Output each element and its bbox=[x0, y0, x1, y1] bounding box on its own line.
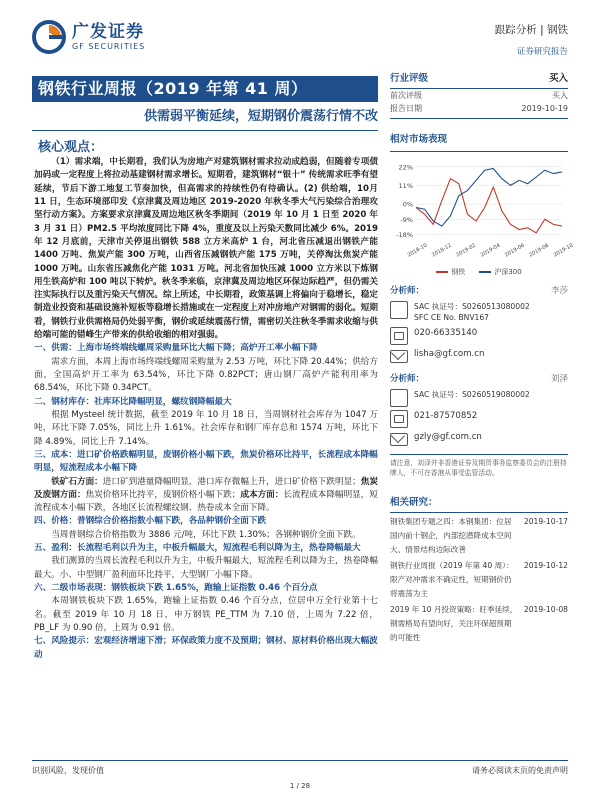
section-cost-text bbox=[34, 476, 378, 516]
analyst-2-name: 刘泽 bbox=[550, 373, 568, 384]
logo-text-en: GF SECURITIES bbox=[72, 41, 146, 51]
x-tick-label: 2018-10 bbox=[406, 242, 429, 259]
mail-icon bbox=[390, 433, 408, 446]
phone-icon bbox=[390, 410, 408, 428]
y-tick-label: -18% bbox=[396, 230, 413, 239]
legend-swatch-hs300 bbox=[479, 271, 491, 273]
section-market-text: 本周钢铁板块下跌 1.65%，跑输上证指数 0.46 个百分点，位居申万全行业第十七名。截至 2019 年 10 月 18 日，申万钢铁 PE_TTM 为 7.10 倍，上周为 7.22 倍，PB_LF 为 0.90 倍，上周为 0.91 倍。 bbox=[34, 596, 378, 633]
summary-paragraph: （1）需求端，中长期看，我们认为房地产对建筑钢材需求拉动成趋弱，但随着专项债加码或一定程度上将拉动基建钢材需求增长。短期看，建筑钢材“银十” 传统需求旺季有望延续，节后下游工地复工节奏加快，但高需求的持续性仍有待确认。(2) 供给端，10月 11 日，生态环境部印发《京津冀及周边地区 2019-2020 年秋冬季大气污染综合治理攻坚行动方案》。方案要求京津冀及周边地区秋冬季期间（2019 年 10 月 1 日至 2020 年 3 月 31 日）PM2.5 平均浓度同比下降 4%，重度及以上污染天数同比减少 6%。2019 年 12 月底前，天津市关停退出钢铁 588 立方米高炉 1 台，河北省压减退出钢铁产能 1400 万吨、焦炭产能 300 万吨，山西省压减钢铁产能 175 万吨，关停淘汰焦炭产能 1000 万吨。山东省压减焦化产能 1031 万吨。河北省加快压减 1000 立方米以下炼钢用生铁高炉和 100 吨以下转炉。秋冬季来临，京津冀及周边地区环保边际趋严，但仍需关注实际执行以及重污染天气情况。综上所述，中长期看，政策基调上将偏向于稳增长，稳定制造业投资和基础设施补短板等稳增长措施或在一定程度上对冲房地产对钢需的弱化。短期看，钢铁行业供需格局仍处弱平衡，钢价或延续震荡行情，需密切关注秋冬季需求收缩与供给端可能的错峰生产带来的供给收缩的相对强弱。 bbox=[34, 157, 378, 341]
phone-icon bbox=[390, 327, 408, 345]
cost-total-label: 成本方面： bbox=[240, 489, 284, 500]
report-date-value: 2019-10-19 bbox=[521, 104, 568, 114]
related-item-date: 2019-10-12 bbox=[523, 560, 568, 570]
cost-total-text: 长流程成本降幅明显，短流程成本小幅下跌，各地区长流程螺纹钢、热卷成本全面下降。 bbox=[34, 489, 378, 514]
related-item[interactable] bbox=[390, 559, 568, 601]
relative-performance-title: 相对市场表现 bbox=[390, 133, 448, 145]
chart-legend bbox=[390, 267, 568, 278]
analyst-2-email[interactable]: gzly@gf.com.cn bbox=[414, 431, 482, 442]
analyst-1-head bbox=[390, 285, 568, 298]
logo-text-cn: 广发证券 bbox=[72, 21, 144, 42]
core-view-heading: 核心观点： bbox=[38, 140, 104, 155]
x-tick-label: 2019-04 bbox=[479, 242, 502, 259]
section-inventory-text: 根据 Mysteel 统计数据，截至 2019 年 10 月 18 日，当周钢材社会库存为 1047 万吨，环比下降 7.05%，同比上升 1.61%。社会库存和钢厂库存总和 1574 万吨，环比下降 4.89%，同比上升 7.14%。 bbox=[34, 409, 378, 447]
section-price-text: 当周普钢综合价格指数为 3886 元/吨，环比下跌 1.30%；各钢种钢价全面下跌。 bbox=[51, 529, 361, 540]
section-profit-text: 我们测算的当周长流程毛利以升为主，中板升幅最大，短流程毛利以降为主，热卷降幅最大。小、中型钢厂盈利面环比持平，大型钢厂小幅下降。 bbox=[34, 556, 378, 580]
related-item-title: 钢铁集团专题之四：本钢集团：位居国内前十钢企，内部挖潜降成本空间大、情景结构边际改善 bbox=[390, 516, 512, 554]
header-meta bbox=[495, 24, 568, 59]
x-tick-label: 2019-10 bbox=[552, 242, 575, 259]
section-inventory-heading: 二、钢材库存：社库环比降幅明显，螺纹钢降幅最大 bbox=[34, 396, 232, 407]
rating-row bbox=[390, 72, 568, 89]
cost-coke-label: 焦炭及废钢方面： bbox=[34, 476, 378, 500]
section-risk-heading: 七、风险提示：宏观经济增速下滑；环保政策力度不及预期；钢材、原材料价格出现大幅波动 bbox=[34, 636, 378, 660]
prev-rating-label: 前次评级 bbox=[390, 90, 422, 100]
report-title: 钢铁行业周报（2019 年第 41 周） bbox=[32, 76, 378, 102]
series-line-0 bbox=[416, 178, 562, 232]
prev-rating-value: 买入 bbox=[552, 90, 568, 100]
analyst-2-label: 分析师： bbox=[390, 373, 425, 384]
section-supply-demand-text: 需求方面，本周上海市场终端线螺周采购量为 2.53 万吨，环比下降 20.44%；供给方面，全国高炉开工率为 63.54%，环比下降 0.82PCT；唐山钢厂高炉产能利用率为 68.54%，环比下降 0.34PCT。 bbox=[34, 356, 378, 394]
related-research-title: 相关研究： bbox=[390, 496, 568, 513]
legend-label-hs300: 沪深300 bbox=[494, 267, 522, 276]
section-price-heading: 四、价格：普钢综合价格指数小幅下跌，各品种钢价全面下跌 bbox=[34, 516, 267, 527]
rating-value: 买入 bbox=[548, 73, 568, 84]
report-date-label: 报告日期 bbox=[390, 104, 422, 114]
company-logo bbox=[32, 20, 145, 54]
report-category: 证券研究报告 bbox=[516, 46, 568, 57]
legend-item-hs300 bbox=[479, 267, 521, 278]
analyst-1 bbox=[390, 285, 568, 363]
related-item-title: 钢铁行业周报（2019 年第 40 周）：限产对冲需求不确定性，短期钢价仍将震荡为主 bbox=[390, 560, 514, 599]
footer-slogan: 识别风险，发现价值 bbox=[32, 766, 104, 775]
y-tick-label: 11% bbox=[398, 181, 413, 190]
analyst-1-phone: 020-66335140 bbox=[414, 327, 478, 338]
y-tick-label: 0% bbox=[402, 200, 413, 209]
y-tick-label: -9% bbox=[400, 215, 413, 224]
legend-item-steel bbox=[436, 267, 465, 278]
legend-label-steel: 钢铁 bbox=[451, 267, 466, 276]
related-item[interactable] bbox=[390, 515, 568, 557]
cost-coke-text: 焦炭价格环比持平，废钢价格小幅下跌； bbox=[85, 489, 241, 500]
x-tick-label: 2019-06 bbox=[503, 242, 526, 259]
performance-chart-svg bbox=[390, 152, 575, 260]
analyst-1-email-row bbox=[390, 348, 568, 363]
x-tick-label: 2019-02 bbox=[455, 242, 478, 259]
section-profit-heading: 五、盈利：长流程毛利以升为主，中板升幅最大，短流程毛利以降为主，热卷降幅最大 bbox=[34, 543, 361, 554]
analyst-1-sfc: SFC CE No. BNV167 bbox=[414, 313, 490, 323]
prev-rating-row bbox=[390, 89, 568, 103]
analyst-1-label: 分析师： bbox=[390, 285, 425, 296]
relative-performance-chart bbox=[390, 151, 575, 276]
x-tick-label: 2019-08 bbox=[528, 242, 551, 259]
section-market-heading: 六、二级市场表现：钢铁板块下跌 1.65%，跑输上证指数 0.46 个百分点 bbox=[34, 583, 318, 593]
analyst-1-sac: SAC 执证号：S0260513080002 bbox=[414, 301, 530, 311]
analyst-2-phone: 021-87570852 bbox=[414, 410, 478, 421]
analyst-2-cert-row bbox=[390, 389, 568, 407]
footer-divider bbox=[32, 760, 568, 761]
related-item-date: 2019-10-17 bbox=[523, 516, 568, 526]
title-divider bbox=[32, 130, 378, 131]
cost-ore-label: 铁矿石方面： bbox=[51, 476, 103, 487]
cost-ore-text: 进口矿到港量降幅明显，港口库存微幅上升，进口矿价格下跌明显； bbox=[102, 476, 361, 487]
gf-logo-icon bbox=[32, 20, 66, 54]
related-item-date: 2019-10-08 bbox=[523, 605, 568, 615]
legend-swatch-steel bbox=[436, 271, 448, 273]
analyst-1-email[interactable]: lisha@gf.com.cn bbox=[414, 348, 485, 359]
report-date-row bbox=[390, 102, 568, 119]
related-item-title: 2019 年 10 月投资策略：旺季延续，钢需格局有望向好，关注环保超预期的可能性 bbox=[390, 605, 518, 643]
mail-icon bbox=[390, 350, 408, 363]
id-card-icon bbox=[390, 389, 408, 407]
section-cost-heading: 三、成本：进口矿价格跌幅明显，废钢价格小幅下跌，焦炭价格环比持平，长流程成本降幅明显，短流程成本小幅下降 bbox=[34, 449, 378, 474]
report-type: 跟踪分析 | 钢铁 bbox=[494, 24, 568, 36]
analyst-1-phone-row bbox=[390, 327, 568, 345]
analyst-disclaimer: 请注意，刘泽并非香港证券及期货事务监察委员会的注册持牌人，不可在香港从事受监管活动。 bbox=[390, 454, 568, 478]
analyst-2 bbox=[390, 373, 568, 446]
analyst-1-cert-row bbox=[390, 301, 568, 324]
analyst-1-name: 李莎 bbox=[550, 285, 568, 296]
id-card-icon bbox=[390, 301, 408, 319]
report-body bbox=[34, 156, 378, 662]
rating-label: 行业评级 bbox=[390, 73, 429, 84]
analyst-2-phone-row bbox=[390, 410, 568, 428]
page-number: 1 / 28 bbox=[289, 782, 311, 790]
x-tick-label: 2018-12 bbox=[430, 242, 453, 259]
section-supply-demand-heading: 一、供需：上海市场终端线螺周采购量环比大幅下降；高炉开工率小幅下降 bbox=[34, 343, 318, 354]
analyst-2-sac: SAC 执证号：S0260519080002 bbox=[414, 389, 530, 399]
report-subtitle: 供需弱平衡延续，短期钢价震荡行情不改 bbox=[143, 109, 378, 124]
sidebar bbox=[390, 72, 575, 645]
analyst-2-email-row bbox=[390, 431, 568, 446]
y-tick-label: 22% bbox=[398, 162, 413, 171]
analyst-2-head bbox=[390, 373, 568, 386]
footer-disclaimer: 请务必阅读末页的免责声明 bbox=[472, 766, 568, 775]
related-item[interactable] bbox=[390, 603, 568, 645]
